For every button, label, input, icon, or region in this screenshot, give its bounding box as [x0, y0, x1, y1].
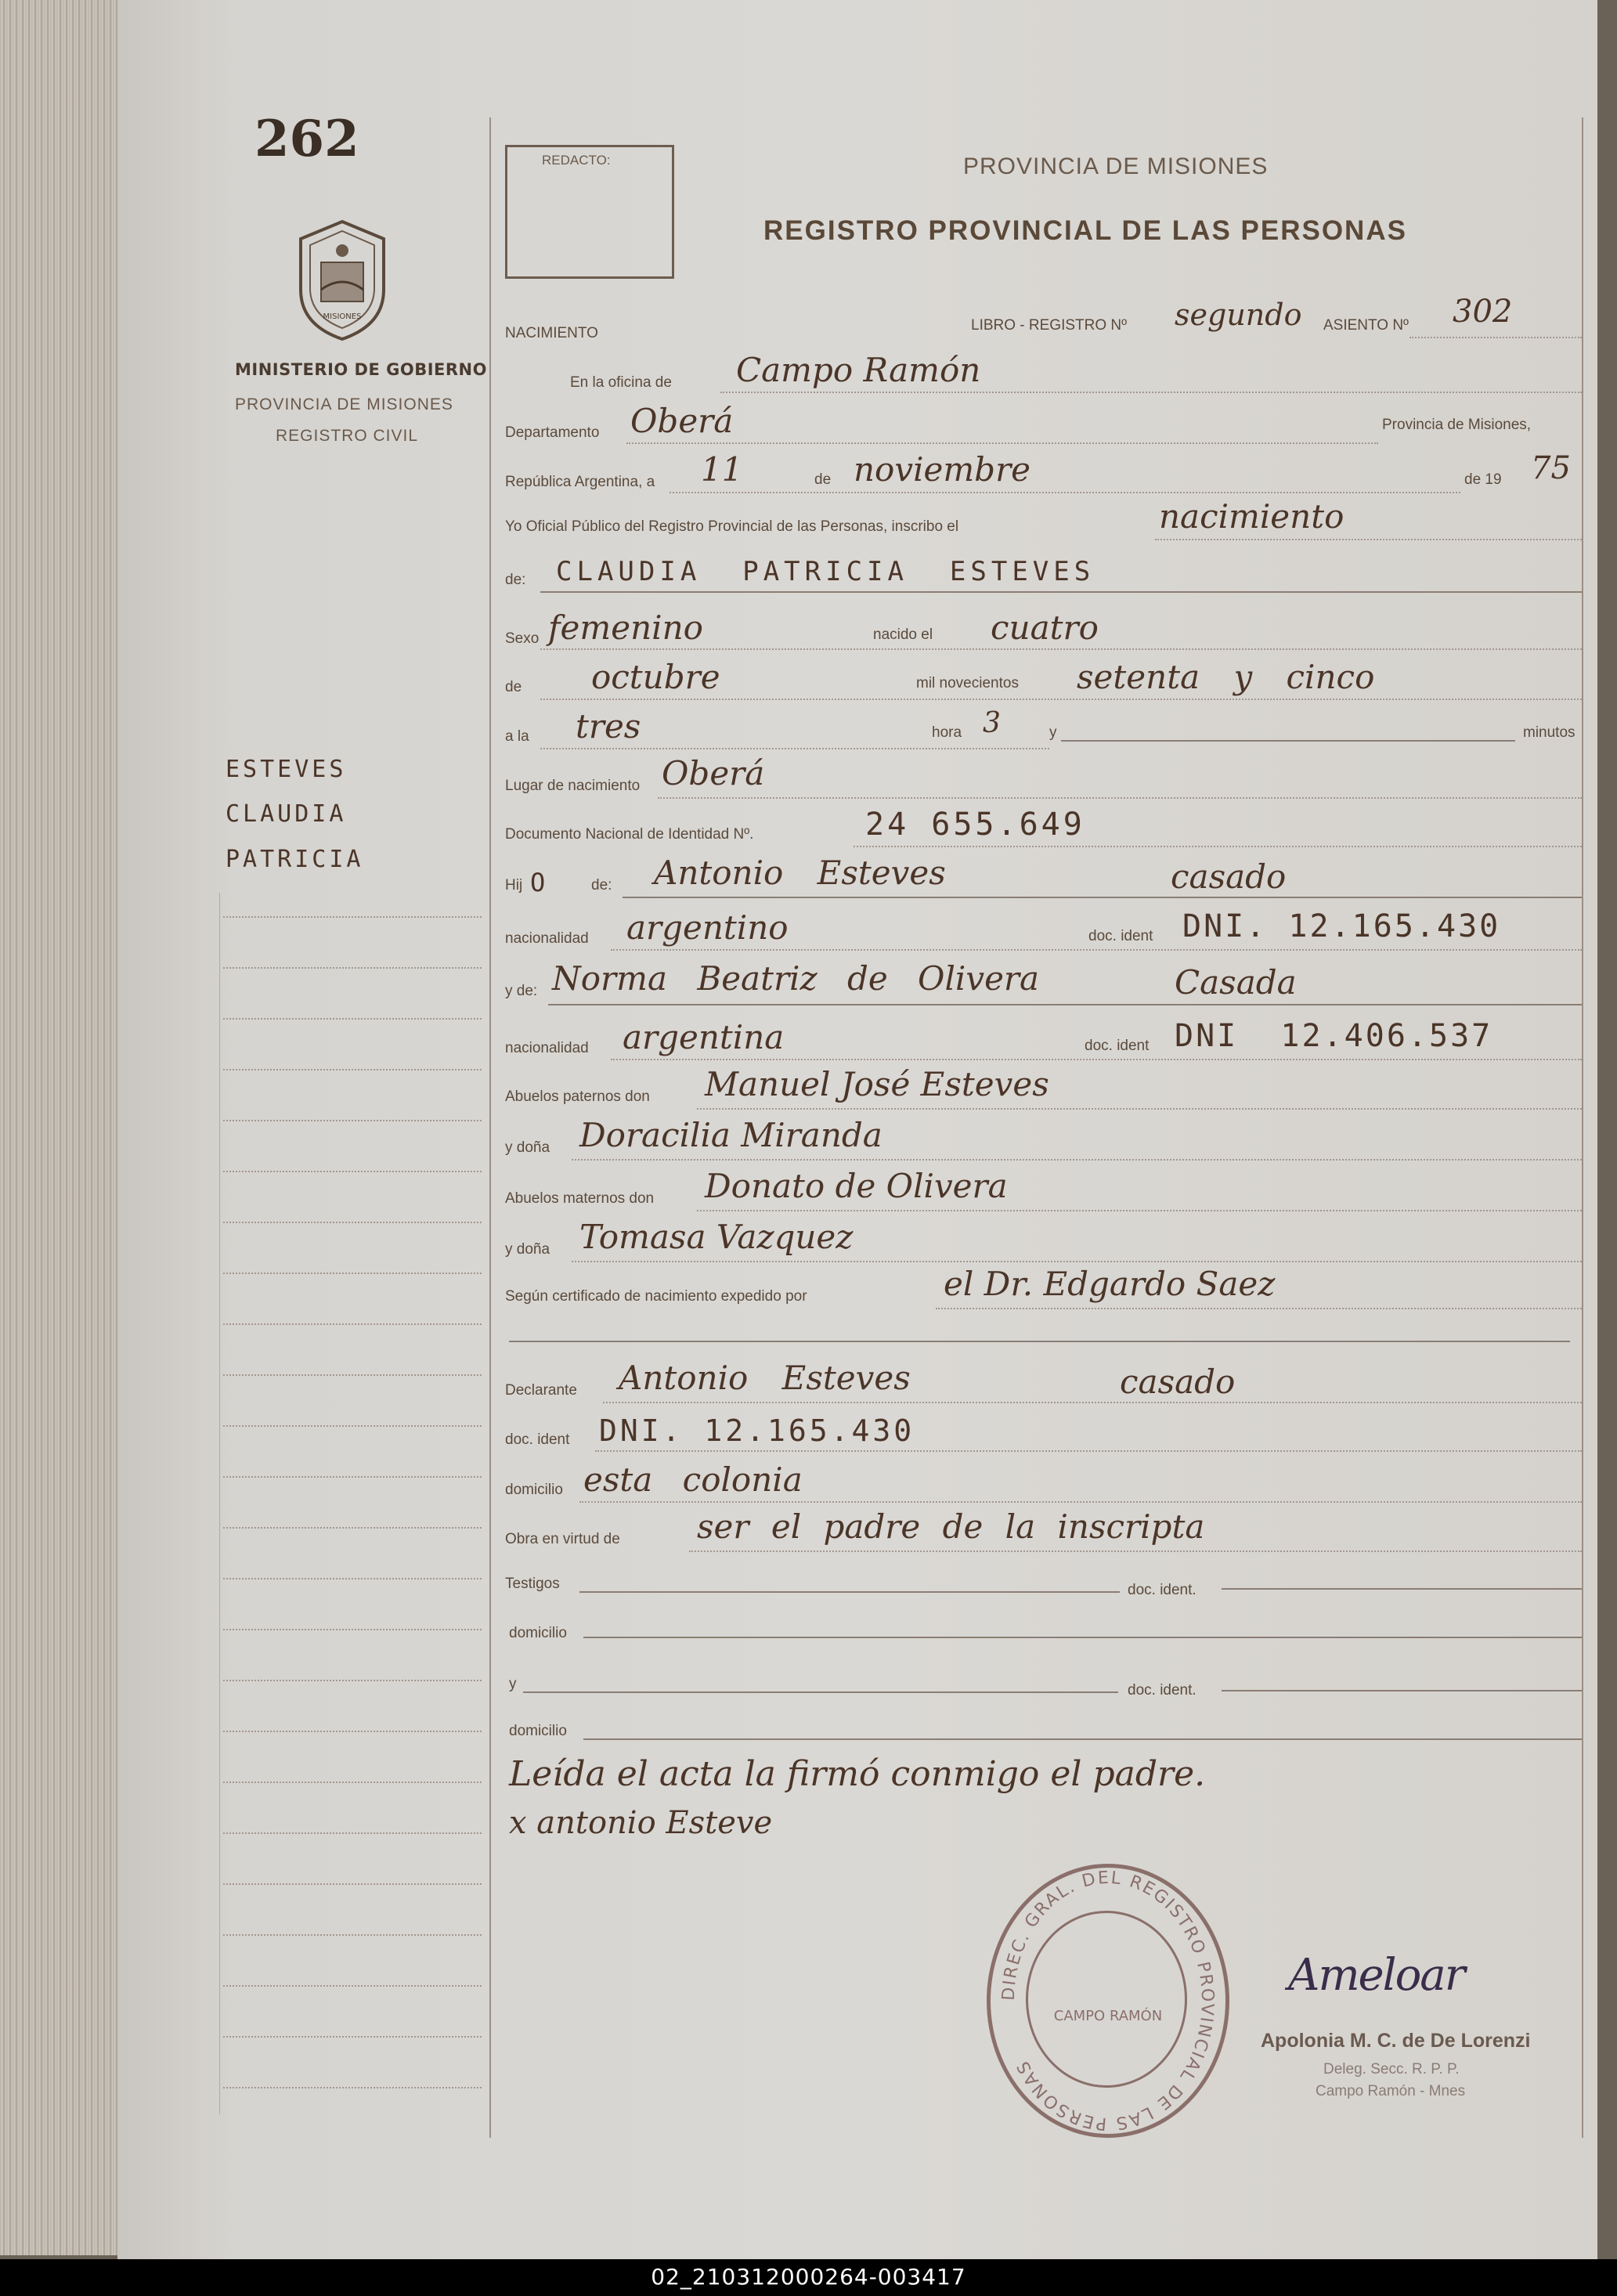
mother-doc-value: DNI 12.406.537: [1175, 1018, 1493, 1054]
field-rule: [603, 1402, 1582, 1403]
margin-note-line: CLAUDIA: [226, 800, 347, 828]
father-doc-value: DNI. 12.165.430: [1182, 908, 1501, 944]
nacionalidad2-label: nacionalidad: [505, 1040, 589, 1056]
minutos-label: minutos: [1523, 724, 1575, 741]
field-rule: [540, 699, 1582, 700]
sexo-value: femenino: [548, 608, 703, 647]
official-title: Deleg. Secc. R. P. P.: [1323, 2061, 1460, 2078]
field-rule: [572, 1159, 1582, 1161]
provincia-label: Provincia de Misiones,: [1382, 417, 1532, 433]
margin-rule: [223, 1222, 482, 1223]
mother-nat-value: argentina: [623, 1018, 785, 1056]
abuela-pat-value: Doracilia Miranda: [579, 1116, 882, 1154]
closing-note: Leída el acta la firmó conmigo el padre.: [509, 1754, 1206, 1794]
docident5-label: doc. ident.: [1128, 1682, 1197, 1699]
page-number: 262: [254, 110, 359, 168]
year-label: de 19: [1464, 471, 1502, 488]
margin-rule: [223, 1069, 482, 1070]
field-rule: [689, 1551, 1582, 1552]
margin-rule: [223, 1832, 482, 1834]
mother-value: Norma Beatriz de Olivera: [552, 959, 1040, 998]
margin-rule: [223, 1476, 482, 1478]
margin-rule: [223, 1934, 482, 1936]
registry-label: REGISTRO CIVIL: [276, 427, 419, 445]
father-status: casado: [1171, 857, 1287, 896]
field-rule: [583, 1738, 1582, 1740]
margin-rule: [223, 1018, 482, 1020]
margin-rule: [223, 1883, 482, 1885]
obra-value: ser el padre de la inscripta: [697, 1507, 1205, 1546]
margin-rule: [223, 1680, 482, 1681]
field-rule: [579, 1501, 1582, 1503]
right-border: [1582, 117, 1583, 2138]
svg-text:CAMPO RAMÓN: CAMPO RAMÓN: [1053, 2008, 1163, 2024]
y2-label: y: [509, 1676, 517, 1692]
field-rule: [658, 797, 1582, 799]
registry-title: REGISTRO PROVINCIAL DE LAS PERSONAS: [763, 215, 1407, 246]
month-value: noviembre: [854, 450, 1030, 489]
lugar-value: Oberá: [662, 754, 765, 792]
signature-mark: x antonio Esteve: [509, 1805, 773, 1841]
seal-lettering: [987, 1864, 1229, 2138]
abuelo-mat-value: Donato de Olivera: [705, 1167, 1008, 1205]
margin-rule: [223, 1578, 482, 1579]
field-rule: [936, 1308, 1582, 1309]
month2-value: octubre: [591, 658, 720, 696]
margin-rule: [223, 1374, 482, 1376]
de2-label: de: [505, 679, 522, 695]
margin-rule: [223, 1171, 482, 1172]
field-rule: [579, 1591, 1120, 1593]
departamento-label: Departamento: [505, 424, 600, 441]
nacido-value: cuatro: [991, 608, 1099, 647]
margin-rule: [223, 1782, 482, 1783]
margin-rule: [223, 1273, 482, 1274]
field-rule: [611, 1059, 1582, 1060]
declarante-status: casado: [1120, 1363, 1236, 1401]
abuelos-pat-label: Abuelos paternos don: [505, 1088, 650, 1105]
republica-label: República Argentina, a: [505, 474, 655, 490]
svg-text:DIREC. GRAL. DEL REGISTRO PROV: DIREC. GRAL. DEL REGISTRO PROVINCIAL DE LAS PERSONAS: [998, 1868, 1218, 2134]
margin-rule: [223, 1985, 482, 1987]
domicilio-label: domicilio: [505, 1482, 563, 1498]
sexo-label: Sexo: [505, 630, 540, 647]
page-edges: [0, 0, 117, 2255]
segun-value: el Dr. Edgardo Saez: [944, 1265, 1276, 1303]
margin-rule: [223, 1120, 482, 1121]
field-rule: [1061, 740, 1515, 742]
yde-label: y de:: [505, 983, 538, 999]
margin-note-line: PATRICIA: [226, 846, 364, 873]
field-rule: [697, 1210, 1582, 1211]
field-rule: [1409, 337, 1582, 338]
domicilio-value: esta colonia: [583, 1460, 803, 1499]
province-title: PROVINCIA DE MISIONES: [963, 153, 1269, 179]
oficial-value: nacimiento: [1159, 497, 1344, 536]
de-label: de: [814, 471, 832, 488]
declarante-label: Declarante: [505, 1382, 577, 1399]
field-rule: [540, 648, 1582, 650]
mother-status: Casada: [1175, 963, 1297, 1002]
hora-value: 3: [983, 707, 1001, 739]
field-rule: [548, 1004, 1582, 1005]
year-value: 75: [1531, 450, 1571, 486]
child-name-value: CLAUDIA PATRICIA ESTEVES: [556, 556, 1095, 587]
margin-rule: [223, 1731, 482, 1732]
docident-label: doc. ident: [1088, 928, 1153, 944]
abuelo-pat-value: Manuel José Esteves: [705, 1065, 1049, 1103]
official-signature: Ameloar: [1288, 1950, 1464, 2001]
margin-rule: [223, 916, 482, 918]
oficial-label: Yo Oficial Público del Registro Provincial de las Personas, inscribo el: [505, 518, 959, 535]
docident2-label: doc. ident: [1085, 1038, 1150, 1054]
segun-label: Según certificado de nacimiento expedido por: [505, 1288, 807, 1305]
official-name: Apolonia M. C. de De Lorenzi: [1261, 2030, 1531, 2052]
field-rule: [1222, 1690, 1582, 1691]
province-label: PROVINCIA DE MISIONES: [235, 395, 453, 413]
ydona2-label: y doña: [505, 1241, 550, 1258]
field-rule: [1155, 539, 1582, 540]
margin-rule: [223, 1425, 482, 1427]
docident3-label: doc. ident: [505, 1431, 570, 1448]
father-nat-value: argentino: [626, 908, 789, 947]
ala-label: a la: [505, 728, 529, 745]
libro-label: LIBRO - REGISTRO Nº: [971, 317, 1128, 334]
y-label: y: [1049, 724, 1057, 741]
mil-value: setenta y cinco: [1077, 658, 1375, 696]
asiento-value: 302: [1453, 294, 1513, 330]
domicilio3-label: domicilio: [509, 1723, 567, 1739]
de-name-label: de:: [505, 572, 526, 588]
abuela-mat-value: Tomasa Vazquez: [579, 1218, 854, 1256]
nacido-label: nacido el: [873, 626, 933, 643]
father-value: Antonio Esteves: [654, 854, 946, 892]
field-rule: [670, 492, 1460, 493]
docident4-label: doc. ident.: [1128, 1582, 1197, 1598]
domicilio2-label: domicilio: [509, 1625, 567, 1641]
nacionalidad-label: nacionalidad: [505, 930, 589, 947]
field-rule: [1222, 1588, 1582, 1590]
ala-value: tres: [576, 707, 641, 745]
mil-label: mil novecientos: [916, 675, 1019, 691]
nacimiento-label: NACIMIENTO: [505, 325, 598, 341]
ydona-label: y doña: [505, 1139, 550, 1156]
field-rule: [697, 1108, 1582, 1110]
margin-note-line: ESTEVES: [226, 756, 347, 783]
field-rule: [523, 1691, 1118, 1693]
field-rule: [572, 1261, 1582, 1262]
field-rule: [720, 392, 1582, 393]
document-id: 02_210312000264-003417: [651, 2264, 966, 2290]
field-rule: [623, 897, 1582, 898]
field-rule: [540, 591, 1582, 593]
margin-divider-left: [219, 893, 220, 2114]
oficina-value: Campo Ramón: [736, 351, 981, 389]
lugar-label: Lugar de nacimiento: [505, 778, 641, 794]
margin-rule: [223, 1527, 482, 1529]
declarante-doc-value: DNI. 12.165.430: [599, 1413, 915, 1448]
departamento-value: Oberá: [630, 402, 734, 440]
field-rule: [540, 748, 1049, 749]
redacto-label: REDACTO:: [542, 153, 611, 168]
margin-rule: [223, 1629, 482, 1630]
margin-divider: [489, 117, 491, 2138]
dni-label: Documento Nacional de Identidad Nº.: [505, 826, 754, 843]
de3-label: de:: [591, 877, 612, 893]
field-rule: [626, 442, 1378, 444]
margin-rule: [223, 967, 482, 969]
asiento-label: ASIENTO Nº: [1323, 317, 1409, 334]
day-value: 11: [701, 450, 743, 489]
ministry-label: MINISTERIO DE GOBIERNO: [235, 360, 487, 379]
hijo-label: Hij: [505, 877, 523, 893]
margin-rule: [223, 1323, 482, 1325]
margin-rule: [223, 2036, 482, 2038]
abuelos-mat-label: Abuelos maternos don: [505, 1190, 655, 1207]
field-rule: [583, 1637, 1582, 1638]
testigos-label: Testigos: [505, 1576, 560, 1592]
declarante-value: Antonio Esteves: [619, 1359, 911, 1397]
provincial-emblem-icon: [291, 215, 393, 345]
libro-value: segundo: [1175, 298, 1302, 332]
field-rule: [611, 949, 1582, 951]
field-rule: [595, 1450, 1582, 1452]
official-office: Campo Ramón - Mnes: [1316, 2083, 1466, 2099]
hora-label: hora: [932, 724, 962, 741]
oficina-label: En la oficina de: [570, 374, 672, 391]
dni-value: 24 655.649: [865, 807, 1085, 843]
margin-rule: [223, 2087, 482, 2088]
field-rule: [509, 1341, 1570, 1342]
emblem-label: MISIONES: [323, 312, 362, 321]
obra-label: Obra en virtud de: [505, 1531, 620, 1547]
hijo-suffix: O: [530, 868, 550, 897]
field-rule: [854, 846, 1582, 847]
